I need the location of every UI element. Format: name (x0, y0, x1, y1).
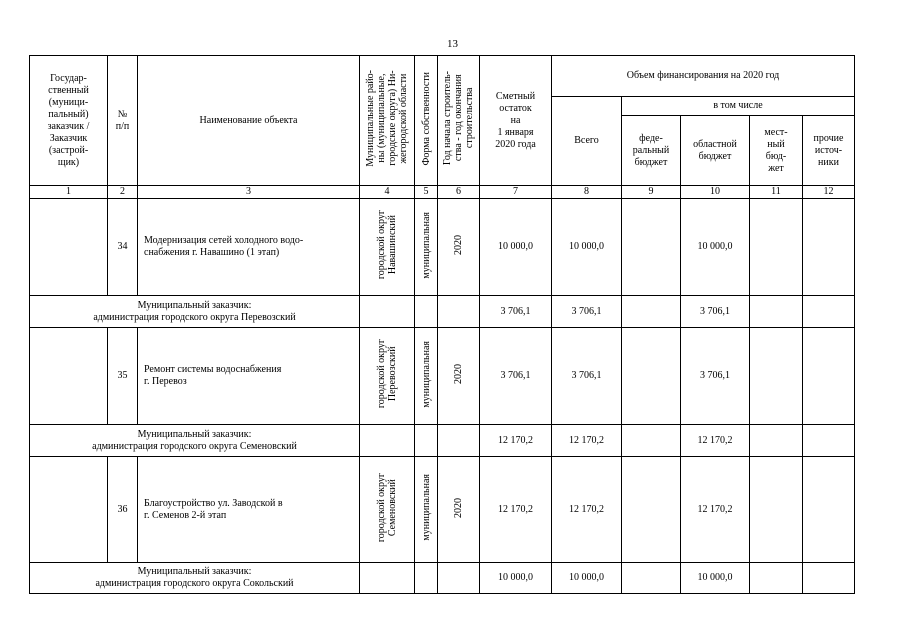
column-number: 8 (552, 186, 622, 199)
customer-total: 3 706,1 (552, 296, 622, 328)
customer-label: Муниципальный заказчик: администрация городского округа Семеновский (30, 425, 360, 457)
customer-federal (622, 296, 681, 328)
object-name: Ремонт системы водоснабжения г. Перевоз (138, 328, 360, 425)
object-local (750, 457, 803, 563)
object-customer-cell (30, 199, 108, 296)
customer-ownership (415, 563, 438, 594)
header-estimated-balance: Сметный остаток на 1 января 2020 года (480, 56, 552, 186)
customer-other (803, 296, 855, 328)
header-ownership: Форма собственности (415, 56, 438, 186)
object-customer-cell (30, 457, 108, 563)
object-balance: 3 706,1 (480, 328, 552, 425)
object-ownership: муниципальная (415, 328, 438, 425)
object-row (30, 199, 855, 296)
column-number: 5 (415, 186, 438, 199)
object-customer-cell (30, 328, 108, 425)
customer-label: Муниципальный заказчик: администрация городского округа Перевозский (30, 296, 360, 328)
header-object-name: Наименование объекта (138, 56, 360, 186)
page-number: 13 (447, 38, 458, 50)
object-total: 10 000,0 (552, 199, 622, 296)
object-district: городской округ Семеновский (360, 457, 415, 563)
financing-table (29, 55, 855, 594)
header-federal: феде- ральный бюджет (622, 116, 681, 186)
customer-regional: 3 706,1 (681, 296, 750, 328)
object-federal (622, 328, 681, 425)
customer-balance: 12 170,2 (480, 425, 552, 457)
header-municipality: Муниципальные райо- ны (муниципальные, городские округа) Ни- жегородской области (360, 56, 415, 186)
column-number: 3 (138, 186, 360, 199)
column-number: 9 (622, 186, 681, 199)
object-local (750, 199, 803, 296)
object-ownership: муниципальная (415, 457, 438, 563)
customer-other (803, 563, 855, 594)
customer-year (438, 296, 480, 328)
object-other (803, 199, 855, 296)
column-number: 10 (681, 186, 750, 199)
header-years: Год начала строитель- ства - год окончания строительства (438, 56, 480, 186)
customer-district (360, 425, 415, 457)
header-customer: Государ- ственный (муници- пальный) заказчик / Заказчик (застрой- щик) (30, 56, 108, 186)
column-number: 11 (750, 186, 803, 199)
customer-local (750, 296, 803, 328)
customer-row (30, 563, 855, 594)
column-number: 1 (30, 186, 108, 199)
object-row (30, 328, 855, 425)
header-regional: областной бюджет (681, 116, 750, 186)
object-other (803, 457, 855, 563)
column-number: 2 (108, 186, 138, 199)
object-district: городской округ Навашинский (360, 199, 415, 296)
customer-label: Муниципальный заказчик: администрация городского округа Сокольский (30, 563, 360, 594)
object-local (750, 328, 803, 425)
header-total: Всего (552, 97, 622, 186)
object-federal (622, 457, 681, 563)
object-year: 2020 (438, 199, 480, 296)
customer-total: 12 170,2 (552, 425, 622, 457)
customer-local (750, 425, 803, 457)
object-district: городской округ Перевозский (360, 328, 415, 425)
object-name: Благоустройство ул. Заводской в г. Семенов 2-й этап (138, 457, 360, 563)
object-total: 3 706,1 (552, 328, 622, 425)
object-number: 36 (108, 457, 138, 563)
customer-regional: 12 170,2 (681, 425, 750, 457)
customer-federal (622, 563, 681, 594)
customer-total: 10 000,0 (552, 563, 622, 594)
customer-ownership (415, 425, 438, 457)
customer-federal (622, 425, 681, 457)
customer-row (30, 425, 855, 457)
object-regional: 3 706,1 (681, 328, 750, 425)
column-number: 4 (360, 186, 415, 199)
customer-balance: 10 000,0 (480, 563, 552, 594)
object-year: 2020 (438, 328, 480, 425)
customer-balance: 3 706,1 (480, 296, 552, 328)
header-local: мест- ный бюд- жет (750, 116, 803, 186)
object-total: 12 170,2 (552, 457, 622, 563)
customer-row (30, 296, 855, 328)
object-federal (622, 199, 681, 296)
object-number: 35 (108, 328, 138, 425)
object-regional: 10 000,0 (681, 199, 750, 296)
column-number: 12 (803, 186, 855, 199)
object-balance: 12 170,2 (480, 457, 552, 563)
object-year: 2020 (438, 457, 480, 563)
customer-district (360, 296, 415, 328)
header-financing-volume: Объем финансирования на 2020 год (552, 56, 855, 97)
customer-district (360, 563, 415, 594)
customer-ownership (415, 296, 438, 328)
customer-year (438, 563, 480, 594)
customer-regional: 10 000,0 (681, 563, 750, 594)
object-row (30, 457, 855, 563)
object-other (803, 328, 855, 425)
customer-year (438, 425, 480, 457)
header-number: № п/п (108, 56, 138, 186)
header-including: в том числе (622, 97, 855, 116)
column-number: 6 (438, 186, 480, 199)
object-number: 34 (108, 199, 138, 296)
object-name: Модернизация сетей холодного водо- снабжения г. Навашино (1 этап) (138, 199, 360, 296)
customer-local (750, 563, 803, 594)
object-ownership: муниципальная (415, 199, 438, 296)
object-regional: 12 170,2 (681, 457, 750, 563)
customer-other (803, 425, 855, 457)
column-number: 7 (480, 186, 552, 199)
object-balance: 10 000,0 (480, 199, 552, 296)
header-other: прочие источ- ники (803, 116, 855, 186)
